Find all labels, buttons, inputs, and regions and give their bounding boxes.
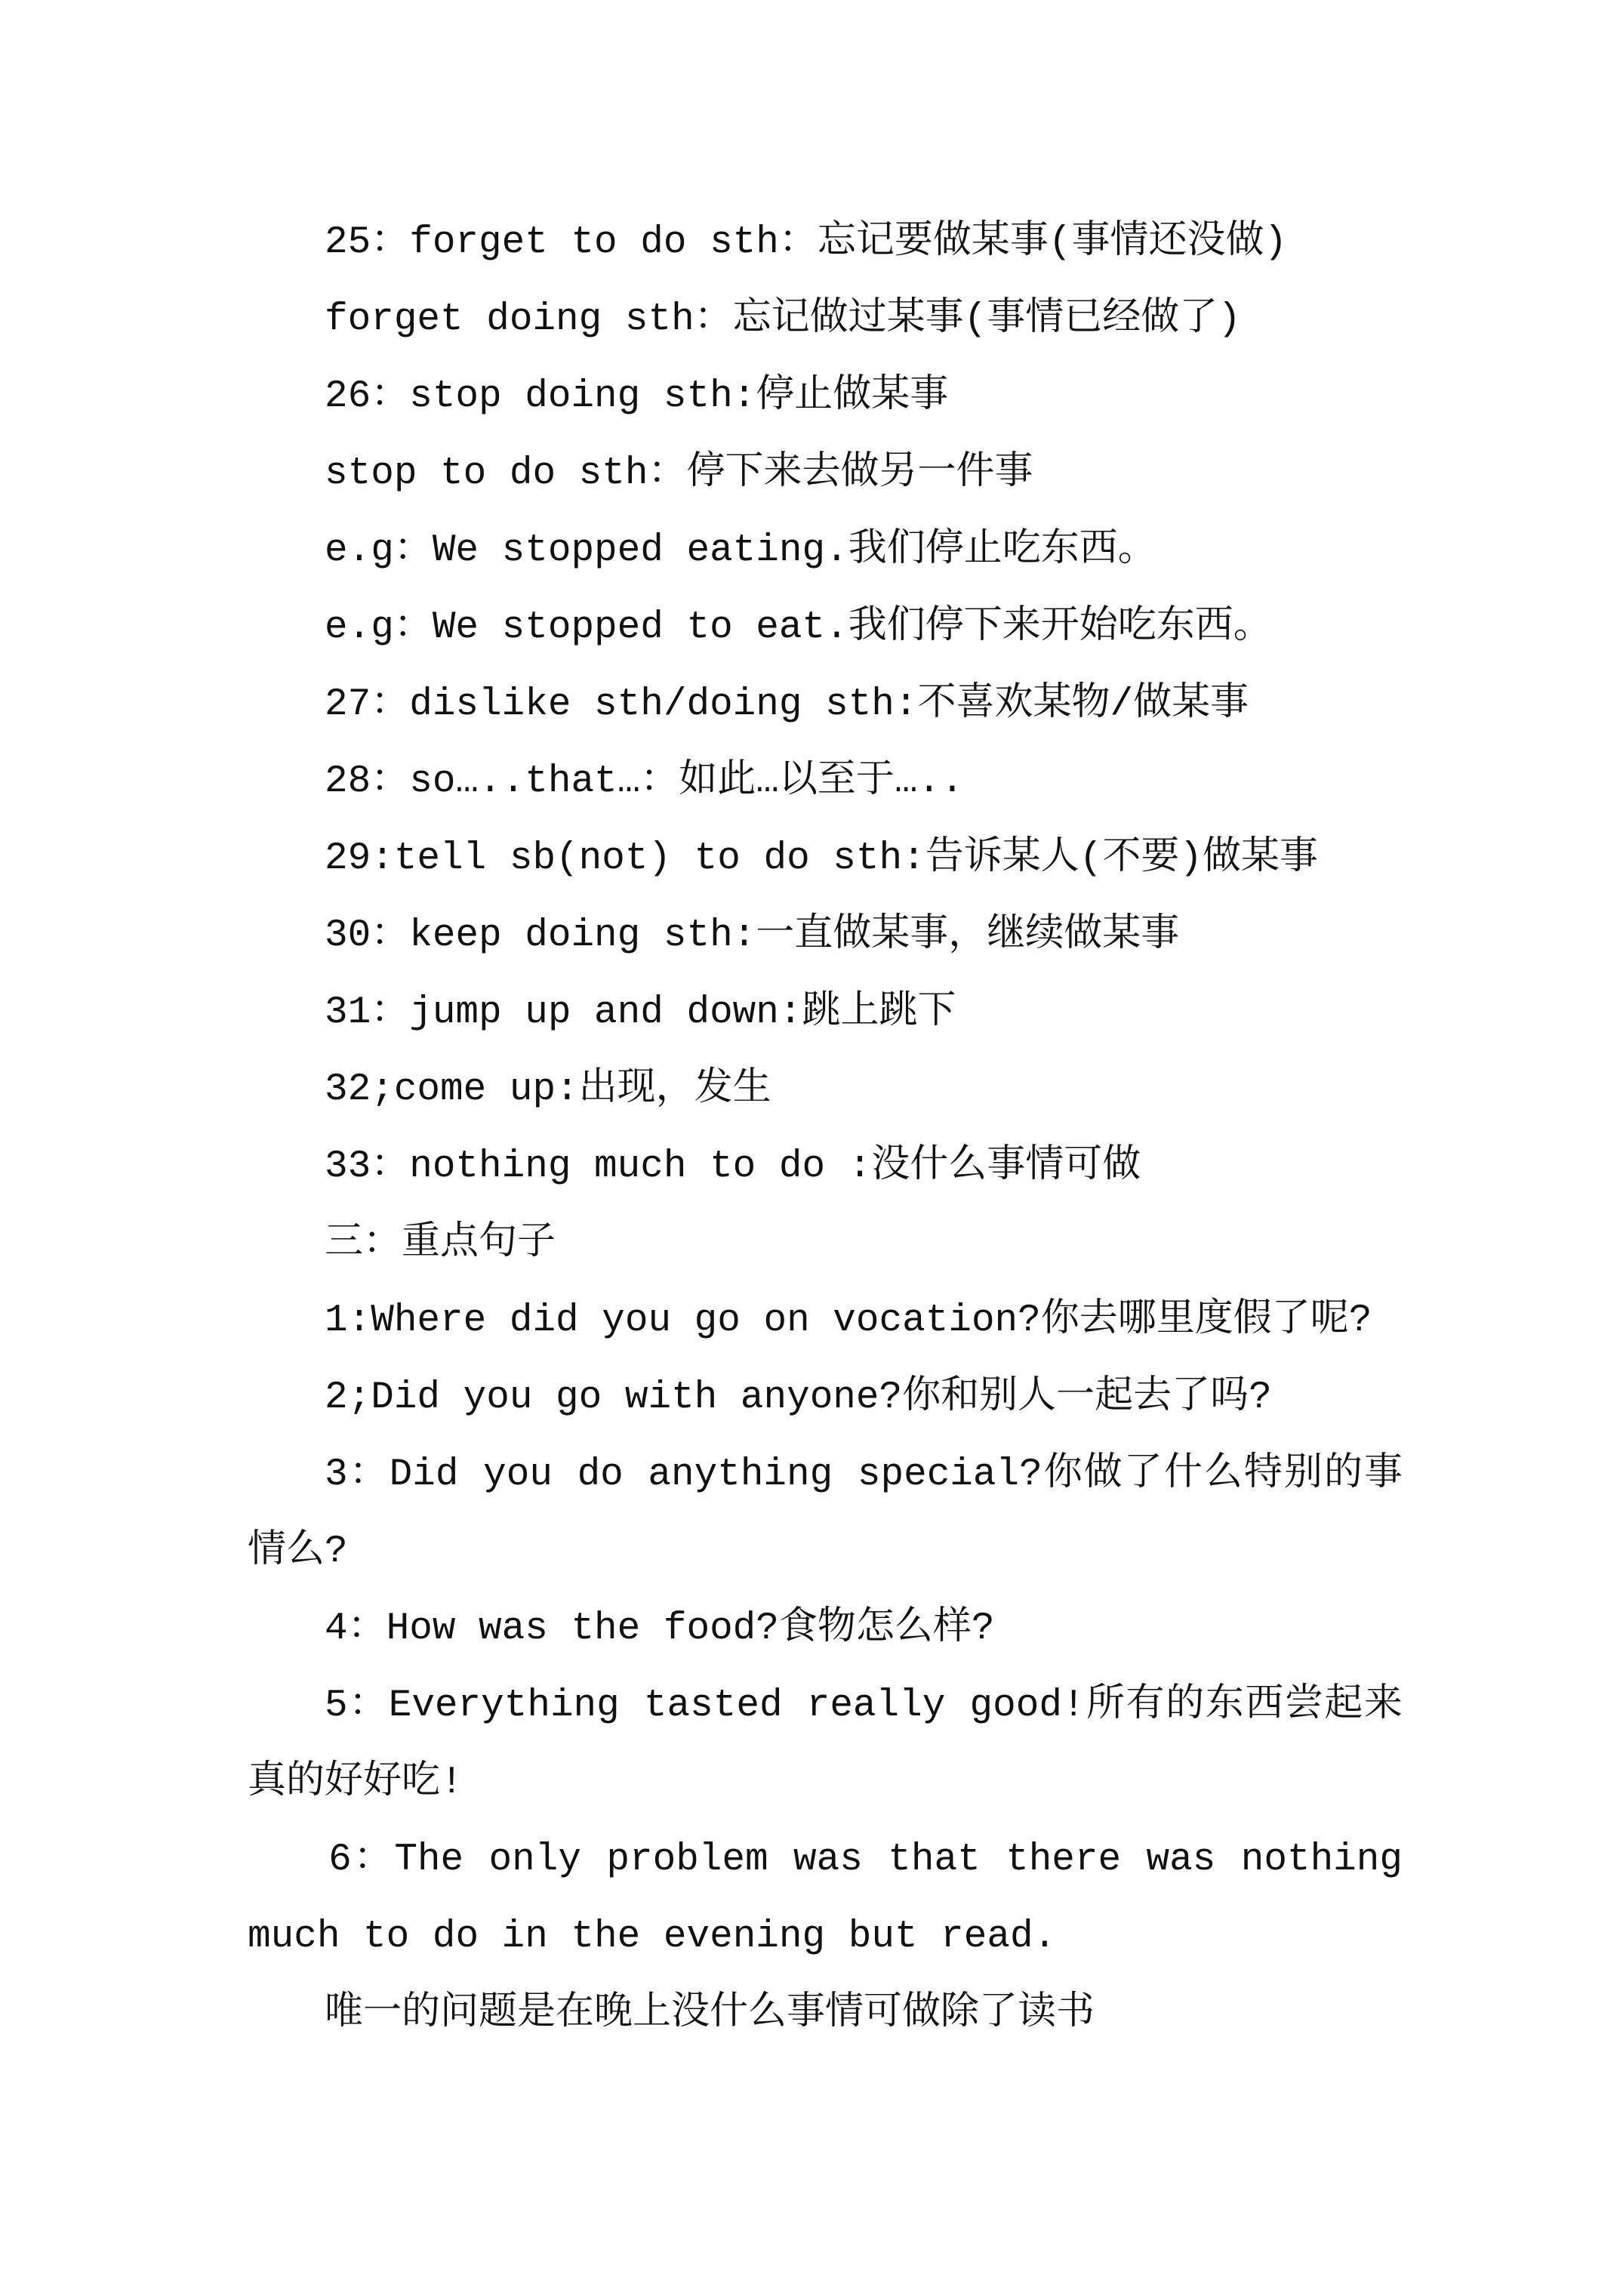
text-line: 31：jump up and down:跳上跳下 [325, 991, 956, 1034]
sentence-item: 3：Did you do anything special?你做了什么特别的事情么? [248, 1453, 1403, 1573]
text-line: forget doing sth：忘记做过某事(事情已经做了) [325, 298, 1241, 341]
sentence-item: 5：Everything tasted really good!所有的东西尝起来真的好好吃! [248, 1684, 1403, 1804]
sentence-item: 6：The only problem was that there was nothing much to do in the evening but read. [248, 1838, 1403, 1959]
sentence-item: 1:Where did you go on vocation?你去哪里度假了呢? [325, 1299, 1372, 1342]
text-line: 25：forget to do sth：忘记要做某事(事情还没做) [325, 221, 1288, 264]
sentence-item: 4：How was the food?食物怎么样? [325, 1607, 995, 1650]
text-line: 32;come up:出现，发生 [325, 1068, 771, 1111]
text-line: stop to do sth：停下来去做另一件事 [325, 452, 1033, 495]
sentence-translation: 唯一的问题是在晚上没什么事情可做除了读书 [325, 1992, 1095, 2036]
text-line: 26：stop doing sth:停止做某事 [325, 375, 949, 418]
text-line: 33：nothing much to do :没什么事情可做 [325, 1145, 1141, 1188]
text-line: 30：keep doing sth:一直做某事，继续做某事 [325, 914, 1180, 957]
text-line: 28：so…..that…：如此…以至于….. [325, 760, 964, 803]
text-line: e.g：We stopped eating.我们停止吃东西。 [325, 529, 1156, 572]
sentence-item: 2;Did you go with anyone?你和别人一起去了吗? [325, 1376, 1272, 1419]
text-line: 27：dislike sth/doing sth:不喜欢某物/做某事 [325, 683, 1249, 726]
text-line: 29:tell sb(not) to do sth:告诉某人(不要)做某事 [325, 837, 1318, 880]
document-body [248, 205, 1403, 2053]
section-heading: 三：重点句子 [325, 1222, 556, 1265]
text-line: e.g：We stopped to eat.我们停下来开始吃东西。 [325, 606, 1272, 649]
